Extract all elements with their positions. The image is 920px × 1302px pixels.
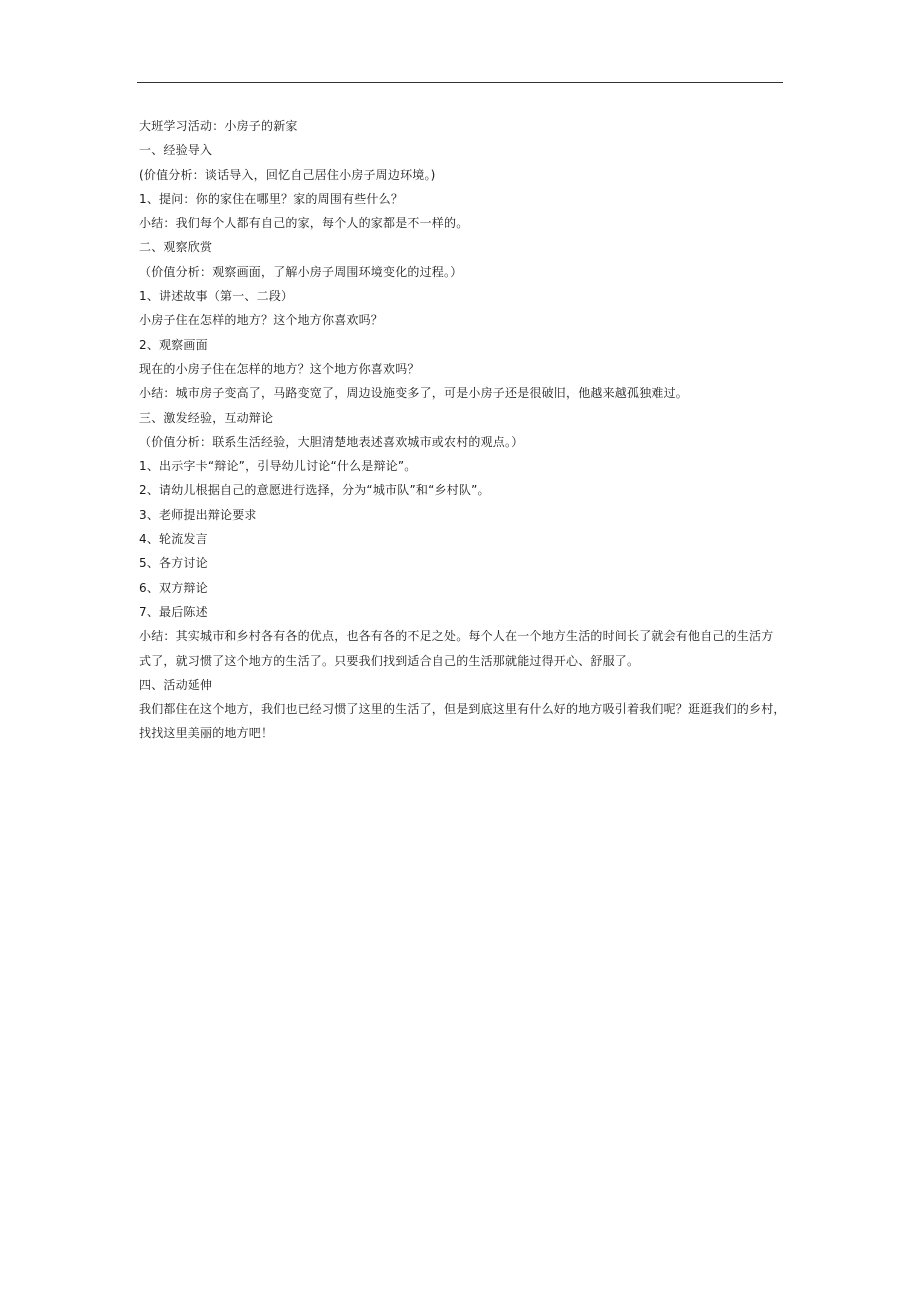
value-analysis-3: （价值分析：联系生活经验，大胆清楚地表述喜欢城市或农村的观点。） [139, 434, 524, 449]
paragraph-line: 小房子住在怎样的地方？这个地方你喜欢吗？ [139, 313, 384, 328]
document-title: 大班学习活动：小房子的新家 [139, 119, 298, 133]
paragraph-line: 1、提问：你的家住在哪里？家的周围有些什么？ [139, 191, 404, 206]
value-analysis-2: （价值分析：观察画面，了解小房子周围环境变化的过程。） [139, 264, 463, 279]
section-heading-2: 二、观察欣赏 [139, 240, 213, 255]
list-item: 6、双方辩论 [139, 580, 208, 595]
value-analysis-1: (价值分析：谈话导入，回忆自己居住小房子周边环境。) [139, 167, 436, 182]
list-item: 1、出示字卡“辩论”，引导幼儿讨论“什么是辩论”。 [139, 459, 417, 474]
section-heading-1: 一、经验导入 [139, 143, 213, 158]
paragraph-line: 1、讲述故事（第一、二段） [139, 289, 294, 304]
section-heading-4: 四、活动延伸 [139, 677, 213, 692]
summary-line: 小结：我们每个人都有自己的家，每个人的家都是不一样的。 [139, 216, 469, 231]
paragraph-line: 2、观察画面 [139, 337, 208, 352]
list-item: 3、老师提出辩论要求 [139, 507, 257, 522]
paragraph-line: 现在的小房子住在怎样的地方？这个地方你喜欢吗？ [139, 361, 420, 376]
summary-paragraph-line-2: 式了，就习惯了这个地方的生活了。只要我们找到适合自己的生活那就能过得开心、舒服了。 [139, 653, 640, 668]
section-heading-3: 三、激发经验，互动辩论 [139, 410, 274, 425]
list-item: 2、请幼儿根据自己的意愿进行选择，分为“城市队”和“乡村队”。 [139, 483, 490, 498]
closing-paragraph-line-1: 我们都住在这个地方，我们也已经习惯了这里的生活了，但是到底这里有什么好的地方吸引着我们呢？逛逛我们的乡村， [139, 702, 786, 717]
header-divider [137, 82, 783, 83]
closing-paragraph-line-2: 找找这里美丽的地方吧！ [139, 726, 274, 741]
list-item: 4、轮流发言 [139, 532, 208, 547]
list-item: 5、各方讨论 [139, 556, 208, 571]
document-body [139, 114, 786, 746]
list-item: 7、最后陈述 [139, 604, 208, 619]
summary-line: 小结：城市房子变高了，马路变宽了，周边设施变多了，可是小房子还是很破旧，他越来越孤独难过。 [139, 386, 689, 401]
summary-paragraph-line-1: 小结：其实城市和乡村各有各的优点，也各有各的不足之处。每个人在一个地方生活的时间长了就会有他自己的生活方 [139, 629, 774, 644]
